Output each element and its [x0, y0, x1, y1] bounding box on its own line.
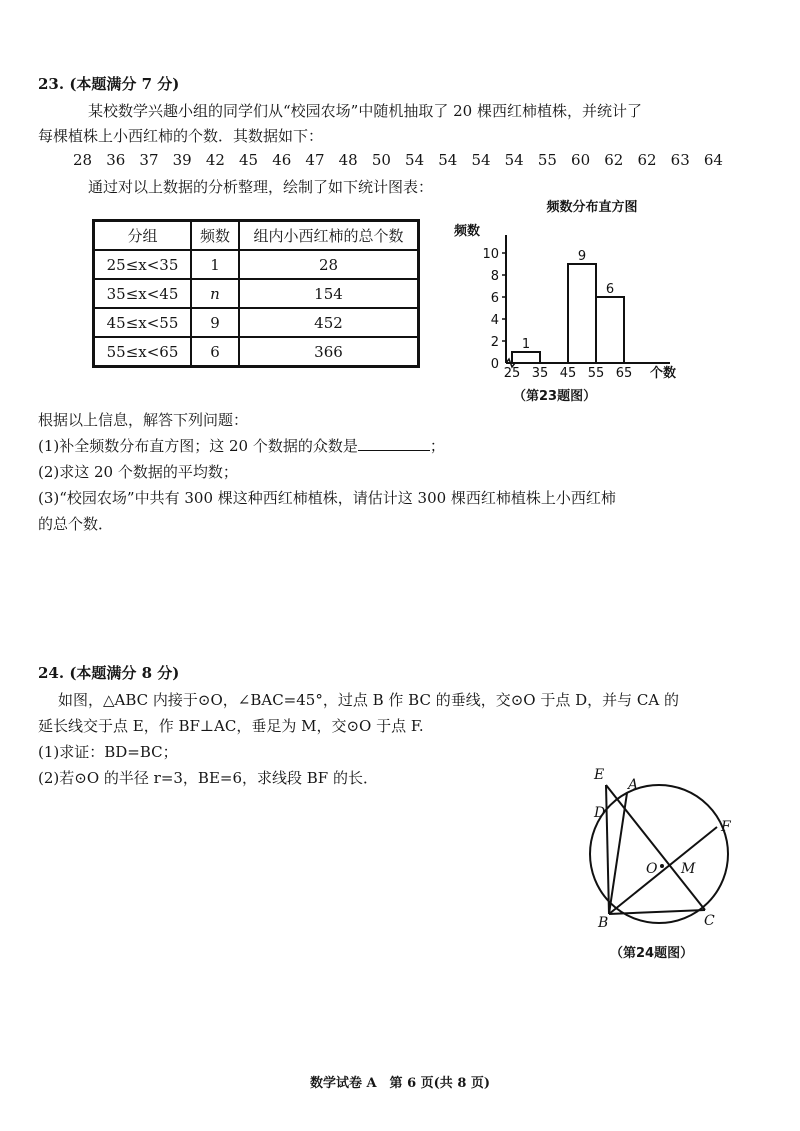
data-value: 54	[471, 151, 491, 169]
chart-bars	[512, 249, 624, 363]
y-tick-label: 4	[490, 313, 499, 328]
data-value: 47	[305, 151, 325, 169]
chart-title: 频数分布直方图	[546, 200, 638, 215]
q24-figure-caption: （第24题图）	[610, 946, 694, 961]
data-value: 48	[338, 151, 358, 169]
table-cell: 452	[239, 308, 419, 337]
histogram-bar	[596, 297, 624, 363]
data-value: 28	[73, 151, 93, 169]
y-tick-label: 8	[490, 269, 499, 284]
data-value: 60	[571, 151, 591, 169]
data-value: 54	[438, 151, 458, 169]
q23-intro-line2: 每棵植株上小西红柿的个数．其数据如下：	[38, 127, 324, 145]
table-row	[94, 337, 419, 367]
segment-ba	[609, 793, 627, 914]
q24-line1: 如图，△ABC 内接于⊙O，∠BAC=45°，过点 B 作 BC 的垂线，交⊙O 于点 D，并与 CA 的	[58, 691, 679, 709]
table-row	[94, 279, 419, 308]
data-value: 36	[106, 151, 126, 169]
q23-prompt: 根据以上信息，解答下列问题：	[38, 411, 249, 429]
data-value: 62	[637, 151, 657, 169]
data-value: 63	[670, 151, 690, 169]
table-cell: n	[191, 279, 239, 308]
bar-data-label: 1	[521, 337, 531, 352]
center-point	[660, 864, 664, 868]
data-value: 64	[703, 151, 723, 169]
data-value: 54	[405, 151, 425, 169]
data-value: 46	[272, 151, 292, 169]
data-value: 50	[371, 151, 391, 169]
q24-part2: (2)若⊙O 的半径 r=3，BE=6，求线段 BF 的长．	[38, 769, 378, 787]
data-values-list	[73, 151, 723, 169]
q23-part1	[38, 436, 445, 456]
data-value: 45	[239, 151, 259, 169]
label-m: M	[681, 861, 696, 877]
chart-y-label: 频数	[454, 224, 481, 239]
y-tick-label: 6	[490, 291, 499, 306]
label-o: O	[646, 861, 658, 877]
q23-intro-line1: 某校数学兴趣小组的同学们从“校园农场”中随机抽取了 20 棵西红柿植株，并统计了	[88, 102, 642, 120]
q23-part1-end: ；	[429, 437, 445, 455]
q23-heading: 23. (本题满分 7 分)	[38, 75, 180, 93]
data-value: 54	[504, 151, 524, 169]
frequency-histogram	[450, 195, 700, 385]
q24-heading: 24. (本题满分 8 分)	[38, 664, 180, 682]
segment-bf	[609, 827, 717, 914]
table-cell: 366	[239, 337, 419, 367]
q23-part3-line2: 的总个数．	[38, 515, 114, 533]
segment-eb	[606, 785, 609, 914]
chart-x-label: 个数	[650, 366, 677, 381]
table-row	[94, 250, 419, 279]
table-cell: 154	[239, 279, 419, 308]
table-row	[94, 308, 419, 337]
table-cell: 45≤x<55	[94, 308, 192, 337]
data-value: 39	[172, 151, 192, 169]
q23-intro-line3: 通过对以上数据的分析整理，绘制了如下统计图表：	[88, 178, 434, 196]
histogram-bar	[568, 264, 596, 363]
table-cell: 9	[191, 308, 239, 337]
table-cell: 1	[191, 250, 239, 279]
q23-part2: (2)求这 20 个数据的平均数；	[38, 463, 238, 481]
data-value: 42	[205, 151, 225, 169]
label-f: F	[721, 819, 731, 835]
chart-axes	[506, 235, 670, 367]
bar-data-label: 9	[577, 249, 587, 264]
chart-ticks	[482, 247, 632, 381]
y-tick-label: 0	[490, 357, 499, 372]
table-cell: 35≤x<45	[94, 279, 192, 308]
table-cell: 55≤x<65	[94, 337, 192, 367]
q23-part3-line1: (3)“校园农场”中共有 300 棵这种西红柿植株，请估计这 300 棵西红柿植株上小西红柿	[38, 489, 616, 507]
q23-figure-caption: （第23题图）	[513, 389, 597, 404]
data-value: 37	[139, 151, 159, 169]
table-header-cell: 分组	[94, 221, 192, 251]
frequency-table	[92, 219, 420, 368]
y-tick-label: 2	[490, 335, 499, 350]
table-cell: 6	[191, 337, 239, 367]
table-header-cell: 频数	[191, 221, 239, 251]
data-value: 55	[537, 151, 557, 169]
label-c: C	[704, 913, 715, 929]
table-cell: 28	[239, 250, 419, 279]
x-tick-label: 65	[615, 366, 633, 381]
label-b: B	[598, 915, 609, 931]
y-tick-label: 10	[482, 247, 499, 262]
label-d: D	[594, 805, 606, 821]
x-tick-label: 45	[559, 366, 577, 381]
x-tick-label: 25	[503, 366, 521, 381]
table-cell: 25≤x<35	[94, 250, 192, 279]
label-e: E	[594, 767, 605, 783]
data-value: 62	[604, 151, 624, 169]
x-tick-label: 35	[531, 366, 549, 381]
table-header-row	[94, 221, 419, 251]
answer-blank	[358, 436, 430, 451]
table-header-cell: 组内小西红柿的总个数	[239, 221, 419, 251]
q24-part1: (1)求证：BD=BC；	[38, 743, 178, 761]
label-a: A	[628, 777, 639, 793]
circle-geometry-figure	[580, 765, 750, 940]
q23-part1-text: (1)补全频数分布直方图；这 20 个数据的众数是	[38, 437, 358, 455]
q24-line2: 延长线交于点 E，作 BF⊥AC，垂足为 M，交⊙O 于点 F.	[38, 717, 424, 735]
bar-data-label: 6	[605, 282, 615, 297]
page-footer: 数学试卷 A 第 6 页(共 8 页)	[309, 1076, 491, 1091]
x-tick-label: 55	[587, 366, 605, 381]
histogram-bar	[512, 352, 540, 363]
